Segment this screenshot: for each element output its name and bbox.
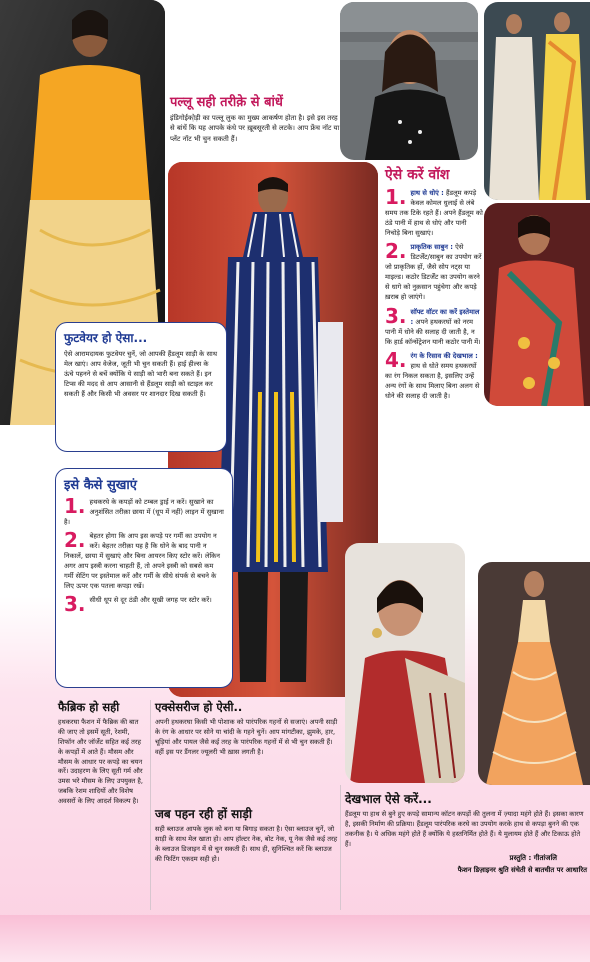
accessories-section [155,700,340,758]
fabric-title: फैब्रिक हो सही [58,700,120,714]
wash-item-lead: सॉफ्ट वॉटर का करें इस्तेमाल : [410,307,480,326]
pallu-section [170,92,342,144]
wash-item-lead: प्राकृतिक साबुन : [410,243,453,252]
credits-presenter: प्रस्तुति : गीतांजलि [509,853,557,862]
dry-box [55,468,233,688]
wear-body: सही ब्लाउज आपके लुक को बना या बिगाड़ सकता है। ऐसा ब्लाउज चुनें, जो साड़ी के साथ मेल खाता हो। आप हॉल्टर नेक, बोट नेक, यू नेक जैसे कई तरह के ब्लाउज डिजाइन में से चुन सकती हैं। साथ ही, सुनिश्चित करें कि ब्लाउज की फिटिंग एकदम सही हो। [155,825,338,863]
wear-section [155,805,340,865]
column-divider [150,700,151,910]
wash-item-lead: रंग के रिसाव की देखभाल : [410,351,478,360]
wear-title: जब पहन रही हों साड़ी [155,807,252,821]
dry-title: इसे कैसे सुखाएं [64,478,137,493]
wash-item-text: ऐसे डिटर्जेंट/साबुन का उपयोग करें जो प्राकृतिक हों, जैसे सोप नट्स या माइल्ड। कठोर डिटर्जेंट का उपयोग करने से धागे को नुक़सान पहुंचेगा और कपड़े ख़राब हो जाएंगे। [385,243,482,302]
photo-woman-with-saree-earrings [345,543,465,783]
dry-item-text: सीधी धूप से दूर ठंडी और सूखी जगह पर स्टोर करें। [89,596,212,605]
wash-item [385,307,483,347]
wash-item-lead: हाथ से धोएं : [410,189,444,197]
wash-item-number: 1. [385,188,407,209]
bottom-decorative-band [0,915,590,962]
accessories-body: अपनी हथकरघा किसी भी पोशाक को पारंपरिक गहनों से सजाएं। अपनी साड़ी के रंग के आधार पर सोने या चांदी के गहने चुनें। आप मांगटीका, झुमके, हार, चूड़ियां और पायल जैसे कई तरह के पारंपरिक गहनों में से भी चुन सकती हैं। वहीं इस पर डैंगलर ज्यूलरी भी ख़ास लगती है। [155,718,338,756]
footwear-body: ऐसे आरामदायक फुटवेयर चुनें, जो आपकी हैंडलूम साड़ी के साथ मेल खाएं। आप वेजेज, जूती भी चुन सकती हैं। हाई हील्स के ऊंचे पहनने से बचें क्योंकि ये साड़ी को भारी बना सकते हैं। इन टिप्स की मदद से आप आसानी से हैंडलूम साड़ी को स्टाइल कर सकती हैं और किसी भी अवसर पर शानदार दिख सकती हैं। [64,350,217,399]
footwear-title: फुटवेयर हो ऐसा... [64,331,148,345]
wash-item-number: 3. [385,306,407,328]
dry-item-text: बेहतर होगा कि आप इस कपड़े पर गर्मी का उपयोग न करें। बेहतर तरीक़ा यह है कि धोने के बाद पानी न निकालें, छाया में सुखाएं और बिना आयरन किए स्टोर करें। लेकिन अगर आप इस्त्री करना चाहती हैं, तो अपने इस्त्री को सबसे कम गर्मी सेटिंग पर इस्तेमाल करें और गर्मी के सीधे संपर्क से बचने के लिए ऊपर एक पतला कपड़ा रखें। [64,532,220,591]
care-body: हैंडलूम या हाथ से बुने हुए कपड़े सामान्य कॉटन कपड़ों की तुलना में ज़्यादा महंगे होते हैं। इसका कारण है, इसकी निर्माण की प्रक्रिया। हैंडलूम पारंपरिक करघे का उपयोग करके हाथ से कपड़ा बुनने की एक तकनीक है। ये अधिक महंगे होते हैं क्योंकि ये हस्तनिर्मित होते हैं। ये मुलायम होते हैं और टिकाऊ होते हैं। [345,810,584,848]
care-section [345,790,587,874]
photo-laughing-woman [340,2,478,160]
column-divider [340,785,341,910]
wash-item [385,188,483,238]
wash-item-text: अपने हथकरघों को नरम पानी में धोने की सलाह दी जाती है, न कि हार्ड कॉन्सेंट्रेशन यानी कठोर पानी में। [385,317,481,346]
fabric-section [58,700,146,807]
credits-source: फैशन डिज़ाइनर श्रुति संचेती से बातचीत पर आधारित [457,865,587,874]
dry-item [64,497,224,527]
photo-orange-gown-model [478,562,590,785]
dry-item-text: हथकरघे के कपड़ों को टम्बल ड्राई न करें। सुखाने का अनुशंसित तरीक़ा छाया में (धूप में नहीं) लाइन में सुखाना है। [64,498,224,527]
dry-item-number: 3. [64,595,86,614]
pallu-body: इंडिगोईको़ड़ी का पल्लू लुक का मुख्य आकर्षण होता है। इसे इस तरह से बांधें कि यह आपके कंधे पर ख़ूबसूरती से लटके। आप फ्रेंच नॉट या प्लेंट नॉट भी चुन सकती हैं। [170,114,340,143]
wash-item-text: हैंडलूम कपड़े केवल कोमल धुलाई से लंबे समय तक टिके रहते हैं। अपने हैंडलूम को ठंडे पानी में हाथ से धोएं और पानी निचोड़े बिना सुखाएं। [385,189,483,238]
wash-item-number: 2. [385,242,407,264]
footwear-box [55,322,227,452]
dry-item [64,531,224,591]
accessories-title: एक्सेसरीज हो ऐसी.. [155,700,243,714]
wash-item [385,351,483,401]
dry-item [64,595,224,613]
wash-item [385,242,483,302]
dry-item-number: 2. [64,531,86,553]
credits [345,854,587,874]
pallu-title: पल्लू सही तरीक़े से बांधें [170,95,283,110]
wash-item-text: हाथ से धोते समय हथकरघों का रंग निकल सकता है, इसलिए उन्हें अन्य रंगों के साथ मिलाए बिना अलग से धोने की सलाह दी जाती है। [385,361,480,400]
wash-title: ऐसे करें वॉश [385,167,450,183]
wash-section [385,165,483,405]
photo-two-models-runway [484,2,590,200]
wash-item-number: 4. [385,350,407,372]
care-title: देखभाल ऐसे करें... [345,792,432,806]
fabric-body: हथकरघा फैशन में फैब्रिक की बात की जाए तो इसमें सूती, रेशमी, शिफॉन और जॉर्जेट सहित कई तरह के कपड़ों में आते हैं। मौसम और मौसम के आधार पर कपड़े का चयन करें। उदाहरण के लिए सूती गर्म और उमस भरे मौसम के लिए उपयुक्त है, जबकि रेशम शादियों और विशेष अवसरों के लिए आदर्श विकल्प है। [58,718,143,806]
photo-red-saree-model [484,203,590,406]
dry-item-number: 1. [64,497,86,518]
